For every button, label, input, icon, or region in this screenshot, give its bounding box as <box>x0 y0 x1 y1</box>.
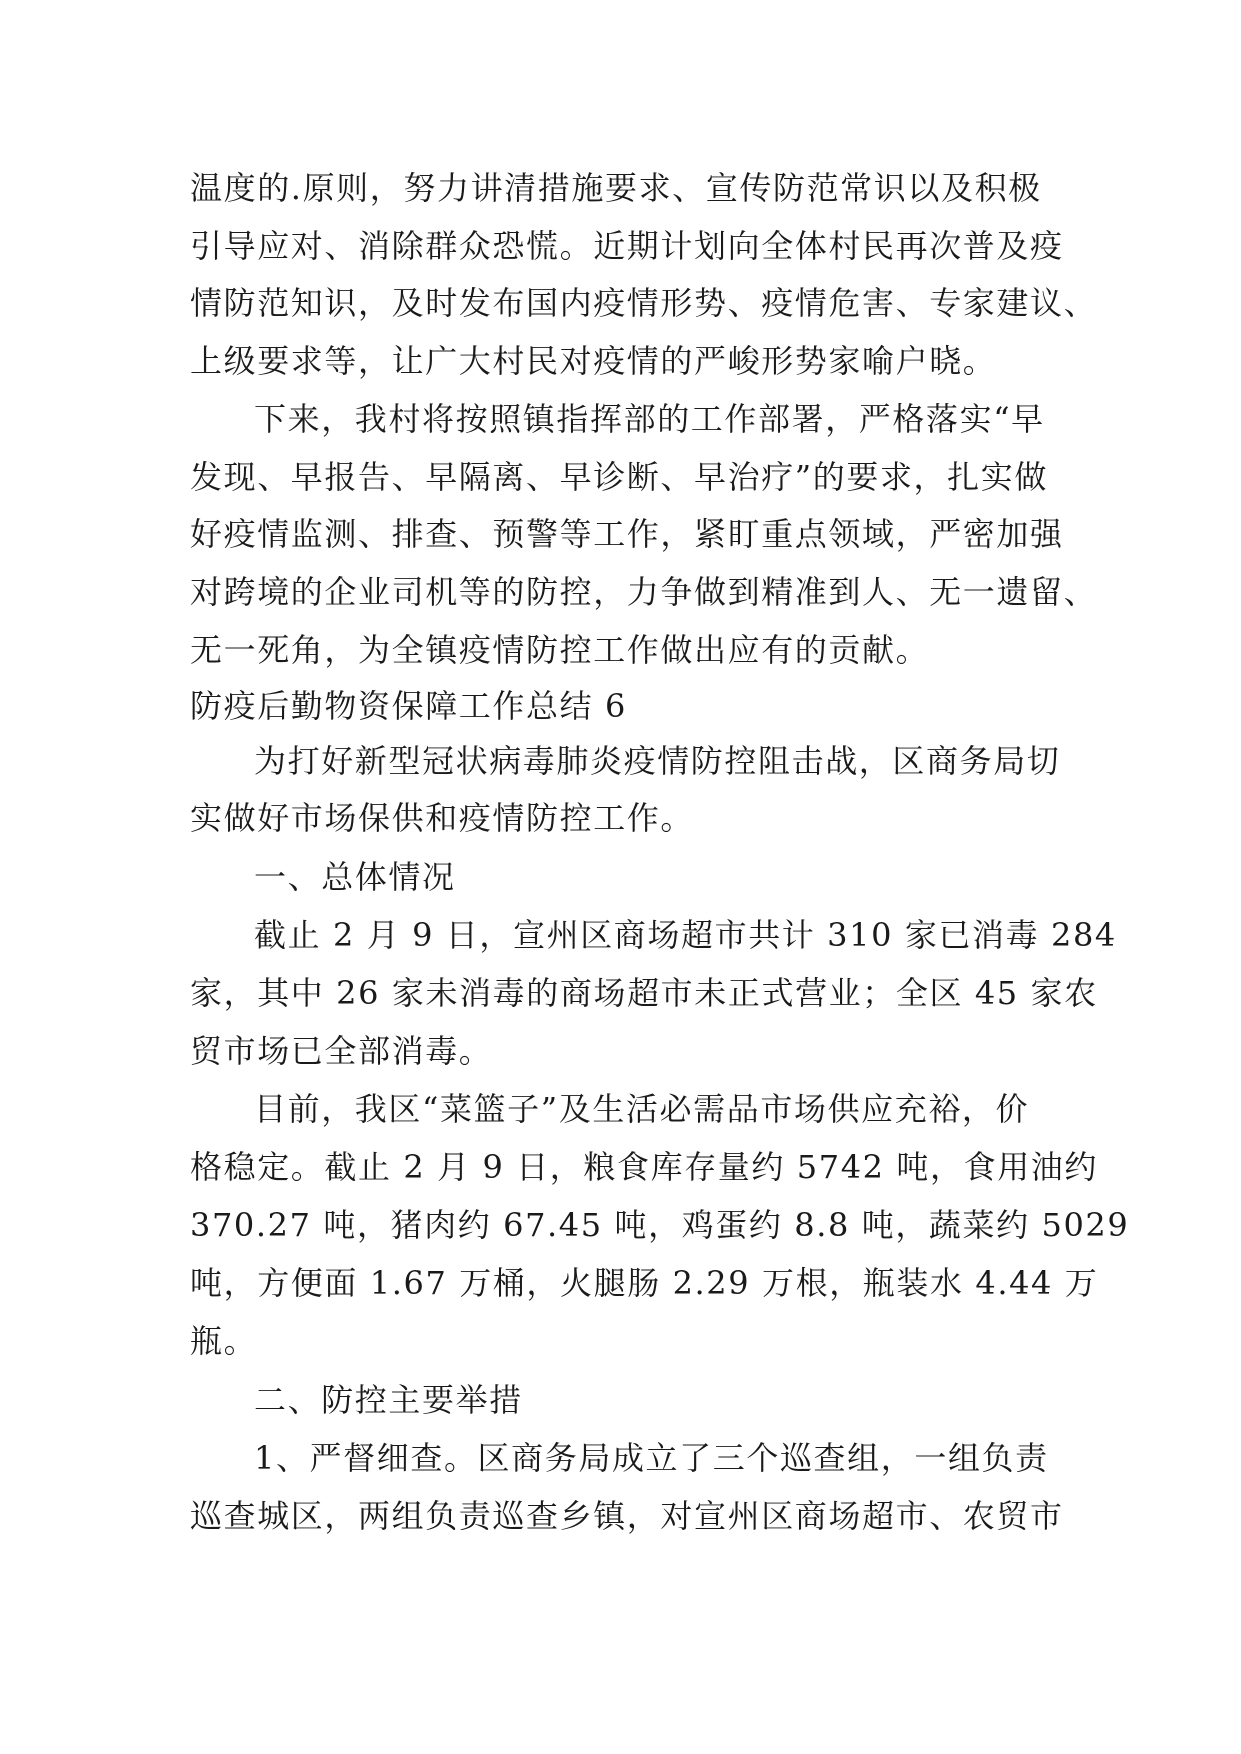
text-line: 实做好市场保供和疫情防控工作。 <box>190 799 695 837</box>
text-line: 对跨境的企业司机等的防控，力争做到精准到人、无一遗留、 <box>190 573 1098 611</box>
text-line: 1、严督细查。区商务局成立了三个巡查组，一组负责 <box>254 1439 1049 1477</box>
text-line: 发现、早报告、早隔离、早诊断、早治疗”的要求，扎实做 <box>190 458 1048 496</box>
text-line: 截止 2 月 9 日，宣州区商场超市共计 310 家已消毒 284 <box>254 916 1117 954</box>
text-line: 为打好新型冠状病毒肺炎疫情防控阻击战，区商务局切 <box>254 742 1061 780</box>
text-line: 格稳定。截止 2 月 9 日，粮食库存量约 5742 吨，食用油约 <box>190 1148 1098 1186</box>
text-line: 好疫情监测、排查、预警等工作，紧盯重点领域，严密加强 <box>190 515 1064 553</box>
text-line: 巡查城区，两组负责巡查乡镇，对宣州区商场超市、农贸市 <box>190 1497 1064 1535</box>
text-line: 无一死角，为全镇疫情防控工作做出应有的贡献。 <box>190 631 930 669</box>
section-heading: 防疫后勤物资保障工作总结 6 <box>190 687 627 725</box>
text-line: 引导应对、消除群众恐慌。近期计划向全体村民再次普及疫 <box>190 227 1064 265</box>
text-line: 上级要求等，让广大村民对疫情的严峻形势家喻户晓。 <box>190 342 997 380</box>
text-line: 370.27 吨，猪肉约 67.45 吨，鸡蛋约 8.8 吨，蔬菜约 5029 <box>190 1206 1130 1244</box>
text-line: 吨，方便面 1.67 万桶，火腿肠 2.29 万根，瓶装水 4.44 万 <box>190 1264 1099 1302</box>
text-line: 瓶。 <box>190 1322 258 1360</box>
text-line: 温度的.原则，努力讲清措施要求、宣传防范常识以及积极 <box>190 169 1042 207</box>
text-line: 目前，我区“菜篮子”及生活必需品市场供应充裕，价 <box>254 1090 1030 1128</box>
text-line: 情防范知识，及时发布国内疫情形势、疫情危害、专家建议、 <box>190 284 1098 322</box>
text-line: 家，其中 26 家未消毒的商场超市未正式营业；全区 45 家农 <box>190 974 1098 1012</box>
subheading: 二、防控主要举措 <box>254 1381 523 1419</box>
text-line: 下来，我村将按照镇指挥部的工作部署，严格落实“早 <box>254 400 1045 438</box>
text-line: 贸市场已全部消毒。 <box>190 1032 493 1070</box>
subheading: 一、总体情况 <box>254 858 456 896</box>
